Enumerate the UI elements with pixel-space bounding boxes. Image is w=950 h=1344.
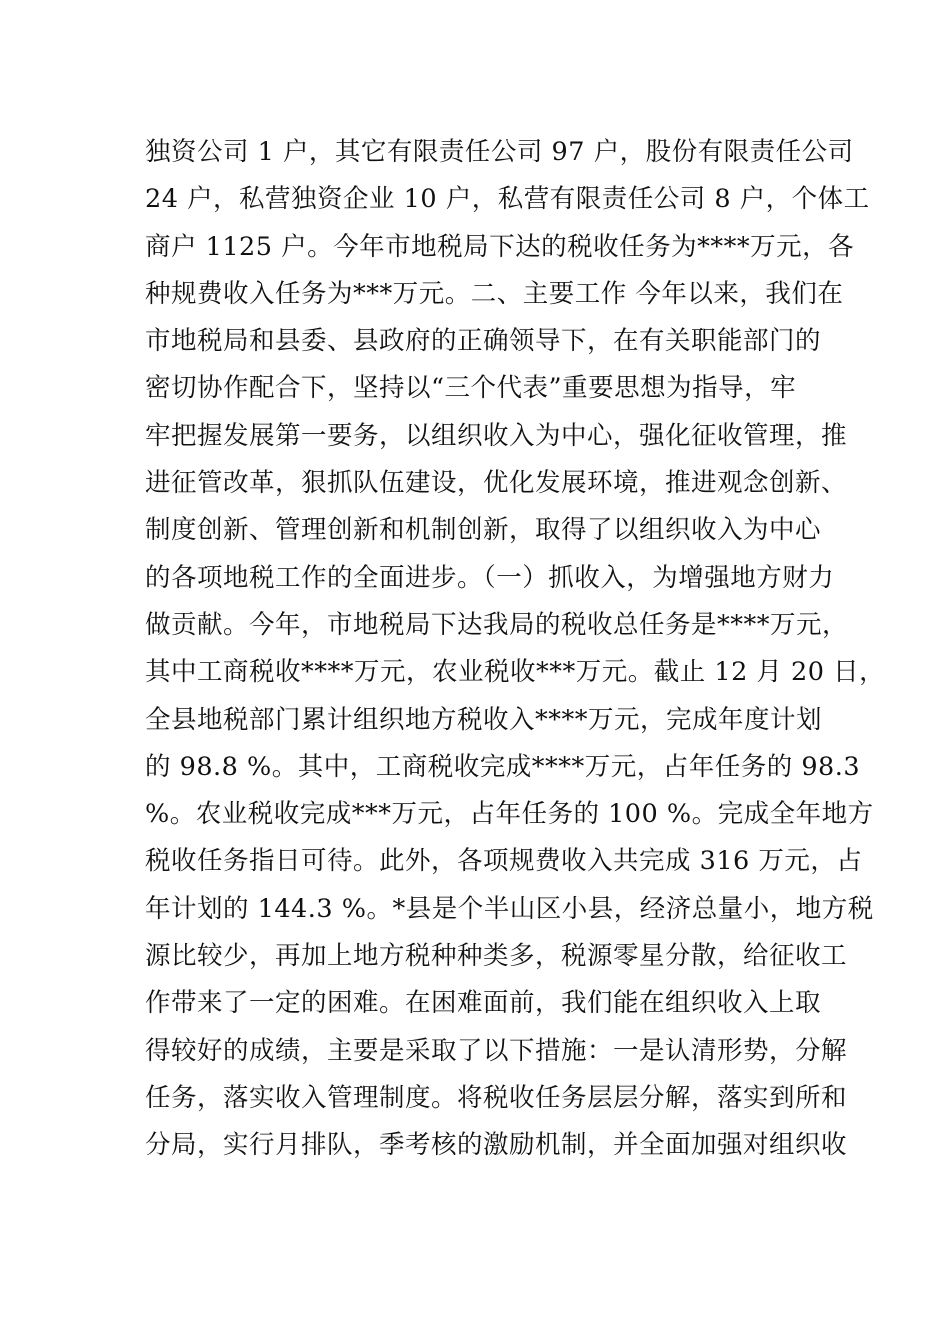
text-line: 种规费收入任务为***万元。二、主要工作 今年以来，我们在 — [145, 278, 844, 309]
text-line: 税收任务指日可待。此外，各项规费收入共完成 316 万元，占 — [145, 846, 863, 877]
text-line: 商户 1125 户。今年市地税局下达的税收任务为****万元，各 — [145, 231, 855, 262]
text-line: 年计划的 144.3 %。*县是个半山区小县，经济总量小，地方税 — [145, 893, 874, 924]
text-line: 独资公司 1 户，其它有限责任公司 97 户，股份有限责任公司 — [145, 137, 854, 167]
text-line: 作带来了一定的困难。在困难面前，我们能在组织收入上取 — [145, 988, 822, 1019]
text-line: %。农业税收完成***万元，占年任务的 100 %。完成全年地方 — [145, 799, 874, 830]
body-text — [145, 129, 886, 1170]
text-line: 的各项地税工作的全面进步。（一）抓收入，为增强地方财力 — [145, 562, 835, 593]
text-line: 的 98.8 %。其中，工商税收完成****万元，占年任务的 98.3 — [145, 751, 861, 782]
text-line: 其中工商税收****万元，农业税收***万元。截止 12 月 20 日， — [145, 657, 886, 688]
text-line: 牢把握发展第一要务，以组织收入为中心，强化征收管理，推 — [145, 420, 848, 451]
text-line: 24 户，私营独资企业 10 户，私营有限责任公司 8 户，个体工 — [145, 184, 870, 215]
text-line: 源比较少，再加上地方税种种类多，税源零星分散，给征收工 — [145, 941, 848, 972]
text-line: 得较好的成绩，主要是采取了以下措施：一是认清形势，分解 — [145, 1035, 848, 1066]
text-line: 市地税局和县委、县政府的正确领导下，在有关职能部门的 — [145, 326, 822, 357]
text-line: 做贡献。今年，市地税局下达我局的税收总任务是****万元， — [145, 609, 849, 640]
text-line: 分局，实行月排队，季考核的激励机制，并全面加强对组织收 — [145, 1130, 848, 1161]
text-line: 制度创新、管理创新和机制创新，取得了以组织收入为中心 — [145, 515, 822, 546]
text-line: 全县地税部门累计组织地方税收入****万元，完成年度计划 — [145, 704, 823, 735]
text-line: 进征管改革，狠抓队伍建设，优化发展环境，推进观念创新、 — [145, 468, 848, 499]
text-line: 密切协作配合下，坚持以“三个代表”重要思想为指导，牢 — [145, 373, 797, 404]
text-line: 任务，落实收入管理制度。将税收任务层层分解，落实到所和 — [145, 1082, 848, 1113]
